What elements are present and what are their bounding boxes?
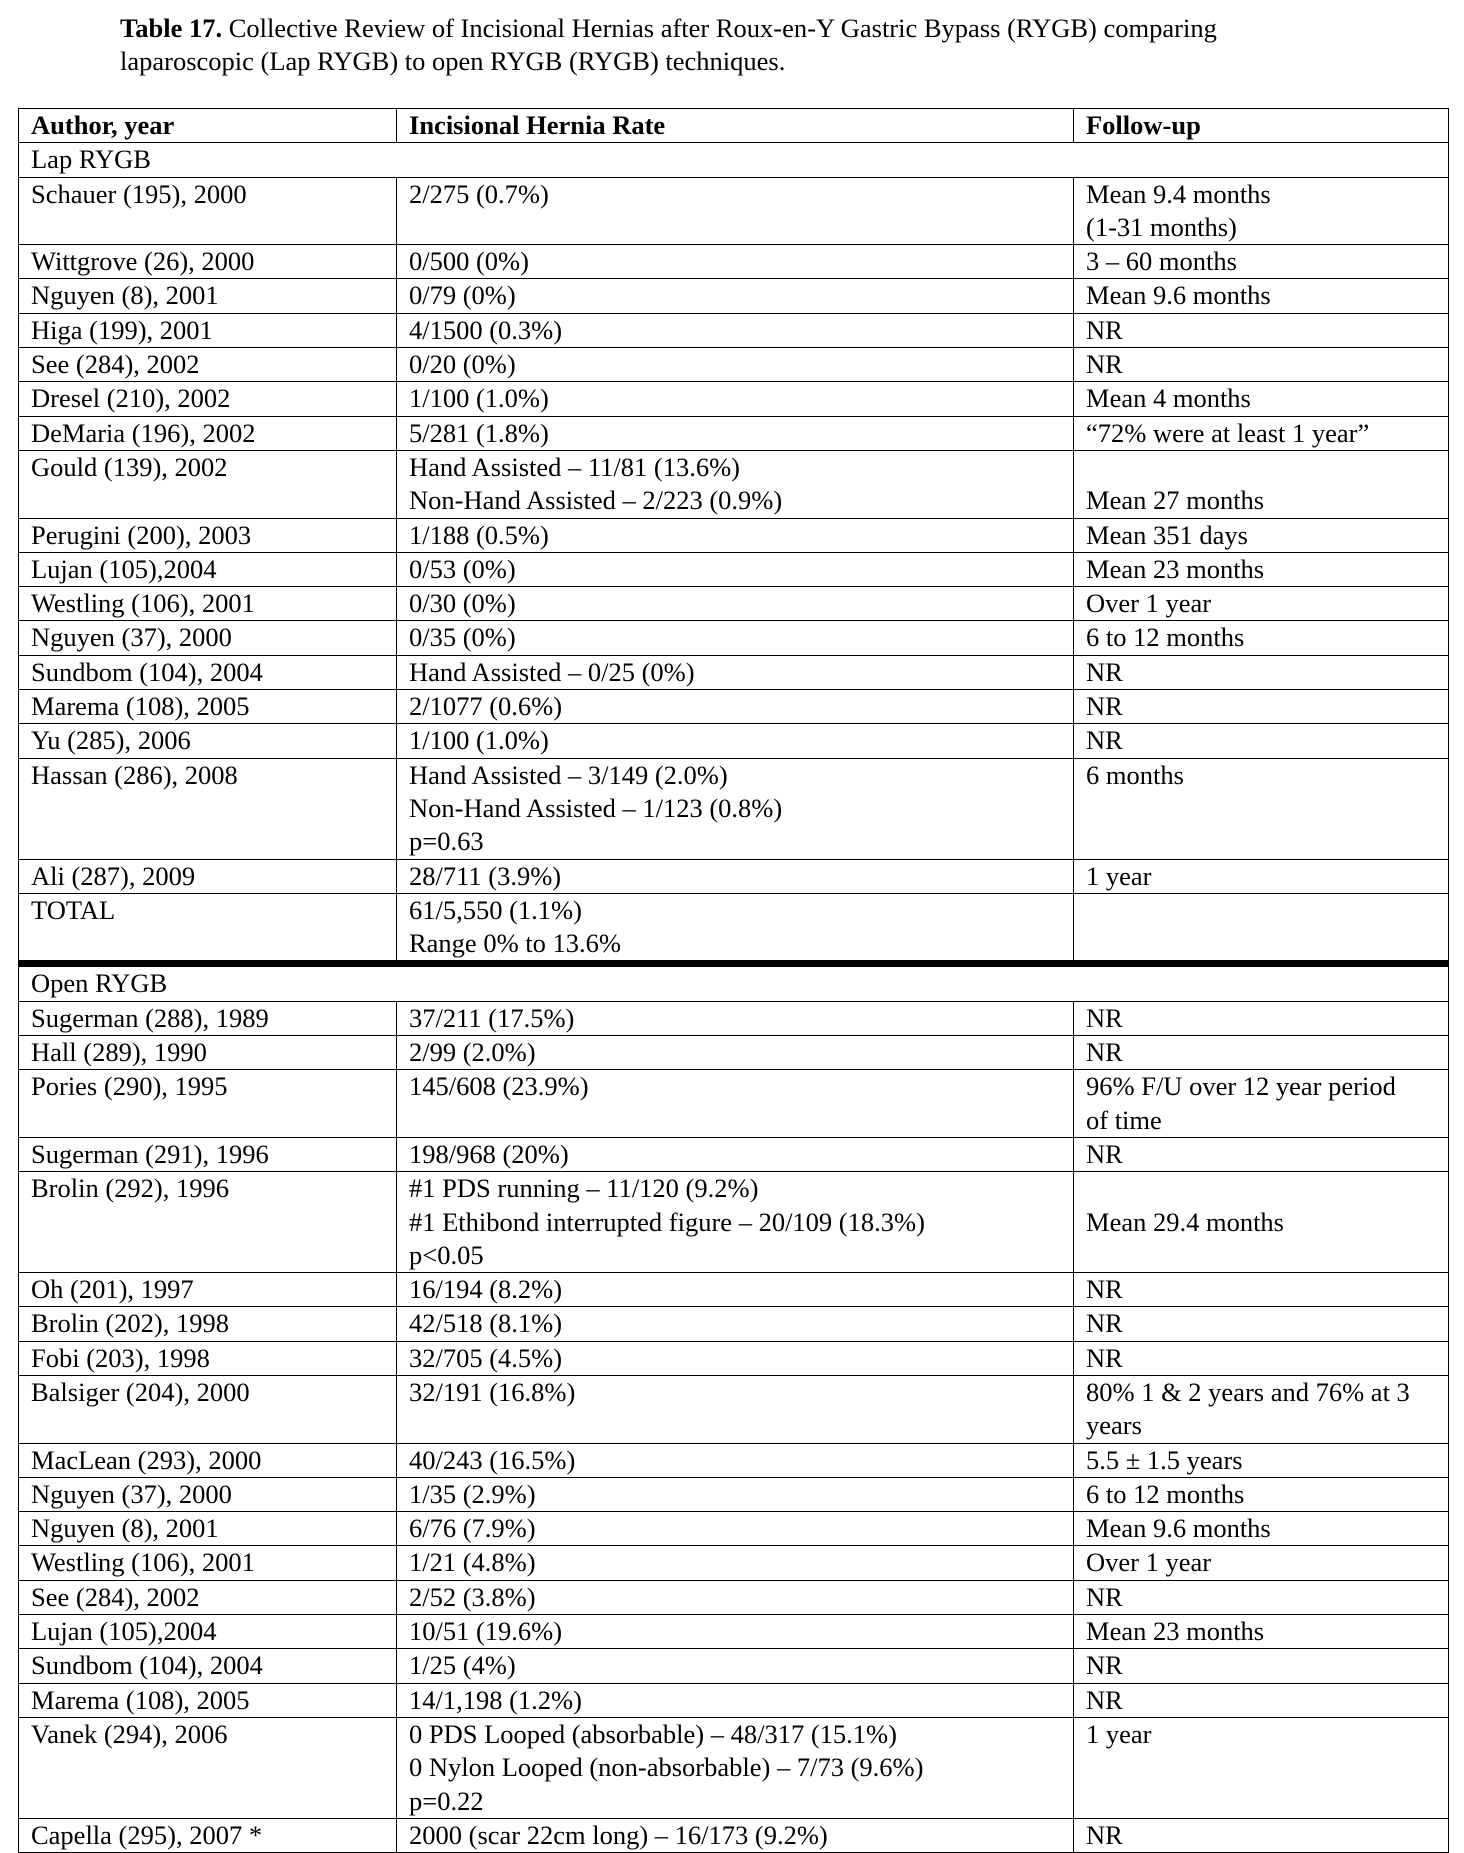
followup-cell-line: Mean 9.6 months [1086, 280, 1271, 311]
rate-cell-line: 2/275 (0.7%) [409, 178, 549, 209]
followup-cell-line: NR [1086, 1308, 1123, 1339]
rate-cell [397, 758, 1074, 859]
section-label: Lap RYGB [19, 143, 1449, 177]
rate-cell-line: #1 PDS running – 11/120 (9.2%) [409, 1173, 759, 1204]
author-cell: Higa (199), 2001 [19, 313, 397, 347]
author-cell: Yu (285), 2006 [19, 724, 397, 758]
rate-cell [397, 382, 1074, 416]
table-row [19, 1341, 1449, 1375]
author-cell: Nguyen (8), 2001 [19, 1512, 397, 1546]
followup-cell-line: Mean 23 months [1086, 1616, 1265, 1647]
rate-cell-line: #1 Ethibond interrupted figure – 20/109 (18.3%) [409, 1206, 925, 1237]
followup-cell [1074, 1649, 1449, 1683]
author-cell: Marema (108), 2005 [19, 690, 397, 724]
rate-cell-line: 10/51 (19.6%) [409, 1616, 563, 1647]
followup-cell [1074, 1443, 1449, 1477]
author-cell: TOTAL [19, 893, 397, 961]
rate-cell-line: 5/281 (1.8%) [409, 417, 549, 448]
rate-cell [397, 1546, 1074, 1580]
author-cell: Oh (201), 1997 [19, 1273, 397, 1307]
rate-cell-line: 1/100 (1.0%) [409, 383, 549, 414]
followup-cell-line: NR [1086, 1274, 1123, 1305]
author-cell: Sugerman (291), 1996 [19, 1137, 397, 1171]
followup-cell-line: 3 – 60 months [1086, 246, 1237, 277]
rate-cell-line: 0 Nylon Looped (non-absorbable) – 7/73 (9.6%) [409, 1752, 924, 1783]
caption-line-1: Collective Review of Incisional Hernias after Roux-en-Y Gastric Bypass (RYGB) comparing [228, 13, 1217, 43]
followup-cell [1074, 1512, 1449, 1546]
followup-cell [1074, 177, 1449, 245]
rate-cell-line: 0/35 (0%) [409, 622, 516, 653]
author-cell: MacLean (293), 2000 [19, 1443, 397, 1477]
followup-cell [1074, 1477, 1449, 1511]
table-row [19, 655, 1449, 689]
table-row [19, 1615, 1449, 1649]
table-row [19, 1546, 1449, 1580]
author-cell: See (284), 2002 [19, 1580, 397, 1614]
table-caption [120, 12, 1360, 78]
rate-cell-line: 4/1500 (0.3%) [409, 314, 563, 345]
rate-cell [397, 552, 1074, 586]
table-row [19, 621, 1449, 655]
followup-cell [1074, 690, 1449, 724]
followup-cell-line: “72% were at least 1 year” [1086, 417, 1370, 448]
followup-cell [1074, 1375, 1449, 1443]
table-row [19, 1070, 1449, 1138]
followup-cell-line [1086, 894, 1448, 927]
followup-cell [1074, 621, 1449, 655]
followup-cell [1074, 382, 1449, 416]
rate-cell-line: 32/705 (4.5%) [409, 1342, 563, 1373]
rate-cell-line: 0/30 (0%) [409, 588, 516, 619]
table-row [19, 1137, 1449, 1171]
rate-cell-line: Range 0% to 13.6% [409, 928, 621, 959]
rate-cell [397, 1172, 1074, 1273]
followup-cell [1074, 758, 1449, 859]
author-cell: Wittgrove (26), 2000 [19, 245, 397, 279]
table-row [19, 1580, 1449, 1614]
header-author: Author, year [19, 109, 397, 143]
rate-cell-line: 0/79 (0%) [409, 280, 516, 311]
rate-cell [397, 313, 1074, 347]
author-cell: Hall (289), 1990 [19, 1036, 397, 1070]
section-label: Open RYGB [19, 967, 1449, 1001]
rate-cell [397, 1307, 1074, 1341]
followup-cell-line: NR [1086, 349, 1123, 380]
followup-cell-line: 1 year [1086, 860, 1152, 891]
followup-cell-line: Mean 9.4 months [1086, 178, 1271, 209]
rate-cell-line: 28/711 (3.9%) [409, 860, 562, 891]
rate-cell [397, 1341, 1074, 1375]
rate-cell [397, 245, 1074, 279]
author-cell: Brolin (202), 1998 [19, 1307, 397, 1341]
author-cell: Balsiger (204), 2000 [19, 1375, 397, 1443]
rate-cell [397, 1580, 1074, 1614]
table-row [19, 1649, 1449, 1683]
rate-cell-line: 61/5,550 (1.1%) [409, 894, 582, 925]
rate-cell-line: Non-Hand Assisted – 2/223 (0.9%) [409, 485, 783, 516]
rate-cell-line: 6/76 (7.9%) [409, 1513, 536, 1544]
followup-cell-line: NR [1086, 725, 1123, 756]
followup-cell [1074, 1307, 1449, 1341]
table-row [19, 1512, 1449, 1546]
table-row [19, 1477, 1449, 1511]
rate-cell [397, 279, 1074, 313]
author-cell: Schauer (195), 2000 [19, 177, 397, 245]
author-cell: Vanek (294), 2006 [19, 1717, 397, 1818]
rate-cell-line: p<0.05 [409, 1239, 484, 1270]
author-cell: DeMaria (196), 2002 [19, 416, 397, 450]
author-cell: Nguyen (37), 2000 [19, 1477, 397, 1511]
followup-cell [1074, 655, 1449, 689]
followup-cell-line: NR [1086, 314, 1123, 345]
followup-cell [1074, 724, 1449, 758]
table-row [19, 416, 1449, 450]
followup-cell-line: NR [1086, 656, 1123, 687]
rate-cell [397, 1273, 1074, 1307]
followup-cell-line: Mean 9.6 months [1086, 1513, 1271, 1544]
followup-cell [1074, 1172, 1449, 1273]
author-cell: Marema (108), 2005 [19, 1683, 397, 1717]
author-cell: Sundbom (104), 2004 [19, 655, 397, 689]
followup-cell [1074, 279, 1449, 313]
followup-cell-line: NR [1086, 1037, 1123, 1068]
followup-cell [1074, 552, 1449, 586]
rate-cell-line: 42/518 (8.1%) [409, 1308, 563, 1339]
rate-cell-line: p=0.63 [409, 826, 484, 857]
rate-cell [397, 1070, 1074, 1138]
caption-line-2: laparoscopic (Lap RYGB) to open RYGB (RYGB) techniques. [120, 46, 786, 76]
table-row [19, 552, 1449, 586]
author-cell: Perugini (200), 2003 [19, 518, 397, 552]
followup-cell-line: years [1086, 1410, 1142, 1441]
rate-cell-line: 2000 (scar 22cm long) – 16/173 (9.2%) [409, 1819, 828, 1850]
table-row [19, 518, 1449, 552]
rate-cell-line: 2/99 (2.0%) [409, 1037, 536, 1068]
followup-cell-line: (1-31 months) [1086, 211, 1237, 242]
rate-cell [397, 1477, 1074, 1511]
followup-cell-line: Over 1 year [1086, 588, 1212, 619]
followup-cell-line: NR [1086, 691, 1123, 722]
followup-cell [1074, 859, 1449, 893]
followup-cell [1074, 587, 1449, 621]
table-row [19, 1683, 1449, 1717]
followup-cell-line: Mean 4 months [1086, 383, 1251, 414]
table-row [19, 587, 1449, 621]
followup-cell [1074, 1273, 1449, 1307]
followup-cell [1074, 1546, 1449, 1580]
followup-cell-line [1086, 451, 1448, 484]
rate-cell-line: 198/968 (20%) [409, 1138, 569, 1169]
rate-cell [397, 587, 1074, 621]
rate-cell [397, 1717, 1074, 1818]
followup-cell [1074, 1137, 1449, 1171]
table-row [19, 177, 1449, 245]
table-row [19, 1001, 1449, 1035]
hernia-review-table [18, 108, 1449, 1853]
followup-cell [1074, 1036, 1449, 1070]
followup-cell [1074, 1818, 1449, 1852]
followup-cell-line: 6 to 12 months [1086, 622, 1245, 653]
rate-cell [397, 1137, 1074, 1171]
rate-cell-line: 16/194 (8.2%) [409, 1274, 563, 1305]
caption-label: Table 17. [120, 13, 223, 43]
author-cell: Sugerman (288), 1989 [19, 1001, 397, 1035]
author-cell: Sundbom (104), 2004 [19, 1649, 397, 1683]
header-followup: Follow-up [1074, 109, 1449, 143]
rate-cell-line: 1/188 (0.5%) [409, 519, 549, 550]
rate-cell-line: 0/53 (0%) [409, 553, 516, 584]
rate-cell-line: Hand Assisted – 11/81 (13.6%) [409, 451, 740, 482]
section-row [19, 143, 1449, 177]
rate-cell-line: 14/1,198 (1.2%) [409, 1684, 582, 1715]
followup-cell-line: 80% 1 & 2 years and 76% at 3 [1086, 1376, 1410, 1407]
author-cell: Westling (106), 2001 [19, 587, 397, 621]
followup-cell [1074, 1341, 1449, 1375]
table-row [19, 1307, 1449, 1341]
table-row [19, 382, 1449, 416]
header-row [19, 109, 1449, 143]
rate-cell-line: 0/20 (0%) [409, 349, 516, 380]
followup-cell-line: 6 months [1086, 759, 1184, 790]
rate-cell-line: 145/608 (23.9%) [409, 1071, 589, 1102]
rate-cell-line: Non-Hand Assisted – 1/123 (0.8%) [409, 792, 783, 823]
rate-cell-line: 40/243 (16.5%) [409, 1444, 576, 1475]
author-cell: Fobi (203), 1998 [19, 1341, 397, 1375]
followup-cell-line: NR [1086, 1581, 1123, 1612]
rate-cell-line: 32/191 (16.8%) [409, 1376, 576, 1407]
rate-cell [397, 893, 1074, 961]
table-row [19, 724, 1449, 758]
followup-cell-line: 5.5 ± 1.5 years [1086, 1444, 1243, 1475]
rate-cell-line: p=0.22 [409, 1785, 484, 1816]
followup-cell [1074, 450, 1449, 518]
author-cell: Nguyen (37), 2000 [19, 621, 397, 655]
table-row [19, 245, 1449, 279]
followup-cell-line: of time [1086, 1104, 1162, 1135]
followup-cell [1074, 1001, 1449, 1035]
followup-cell [1074, 1580, 1449, 1614]
table-row [19, 1273, 1449, 1307]
followup-cell-line: 6 to 12 months [1086, 1478, 1245, 1509]
rate-cell [397, 1036, 1074, 1070]
rate-cell [397, 1683, 1074, 1717]
followup-cell-line: NR [1086, 1002, 1123, 1033]
followup-cell [1074, 1717, 1449, 1818]
author-cell: Capella (295), 2007 * [19, 1818, 397, 1852]
followup-cell-line: Mean 27 months [1086, 485, 1265, 516]
table-row [19, 1172, 1449, 1273]
author-cell: Ali (287), 2009 [19, 859, 397, 893]
table-row [19, 1375, 1449, 1443]
followup-cell-line: NR [1086, 1138, 1123, 1169]
followup-cell-line: NR [1086, 1342, 1123, 1373]
rate-cell-line: 1/21 (4.8%) [409, 1547, 536, 1578]
rate-cell [397, 724, 1074, 758]
table-row [19, 313, 1449, 347]
rate-cell [397, 1443, 1074, 1477]
rate-cell [397, 1001, 1074, 1035]
rate-cell [397, 416, 1074, 450]
author-cell: Pories (290), 1995 [19, 1070, 397, 1138]
author-cell: Lujan (105),2004 [19, 552, 397, 586]
rate-cell-line: 1/25 (4%) [409, 1650, 516, 1681]
author-cell: See (284), 2002 [19, 348, 397, 382]
rate-cell-line: 37/211 (17.5%) [409, 1002, 575, 1033]
followup-cell-line: Mean 351 days [1086, 519, 1248, 550]
followup-cell-line: Mean 23 months [1086, 553, 1265, 584]
section-row [19, 967, 1449, 1001]
followup-cell-line: Mean 29.4 months [1086, 1206, 1284, 1237]
rate-cell [397, 1818, 1074, 1852]
author-cell: Nguyen (8), 2001 [19, 279, 397, 313]
followup-cell-line: NR [1086, 1819, 1123, 1850]
rate-cell [397, 690, 1074, 724]
rate-cell-line: 1/100 (1.0%) [409, 725, 549, 756]
followup-cell [1074, 313, 1449, 347]
rate-cell [397, 1375, 1074, 1443]
rate-cell [397, 348, 1074, 382]
rate-cell [397, 177, 1074, 245]
rate-cell [397, 621, 1074, 655]
followup-cell [1074, 893, 1449, 961]
total-row [19, 893, 1449, 961]
header-rate: Incisional Hernia Rate [397, 109, 1074, 143]
table-body [19, 143, 1449, 1853]
table-row [19, 1717, 1449, 1818]
table-row [19, 279, 1449, 313]
rate-cell-line: 0/500 (0%) [409, 246, 529, 277]
rate-cell [397, 655, 1074, 689]
rate-cell-line: 0 PDS Looped (absorbable) – 48/317 (15.1%) [409, 1718, 897, 1749]
rate-cell-line: Hand Assisted – 3/149 (2.0%) [409, 759, 728, 790]
table-row [19, 1818, 1449, 1852]
author-cell: Lujan (105),2004 [19, 1615, 397, 1649]
followup-cell [1074, 245, 1449, 279]
rate-cell [397, 1615, 1074, 1649]
table-row [19, 859, 1449, 893]
followup-cell-line: 1 year [1086, 1718, 1152, 1749]
rate-cell [397, 518, 1074, 552]
table-row [19, 450, 1449, 518]
rate-cell [397, 859, 1074, 893]
followup-cell-line: Over 1 year [1086, 1547, 1212, 1578]
table-row [19, 758, 1449, 859]
rate-cell [397, 1512, 1074, 1546]
rate-cell [397, 450, 1074, 518]
followup-cell [1074, 1070, 1449, 1138]
table-row [19, 1036, 1449, 1070]
table-row [19, 1443, 1449, 1477]
rate-cell-line: 2/52 (3.8%) [409, 1581, 536, 1612]
followup-cell [1074, 518, 1449, 552]
followup-cell-line: NR [1086, 1650, 1123, 1681]
author-cell: Westling (106), 2001 [19, 1546, 397, 1580]
rate-cell-line: 1/35 (2.9%) [409, 1478, 536, 1509]
author-cell: Gould (139), 2002 [19, 450, 397, 518]
rate-cell-line: 2/1077 (0.6%) [409, 691, 563, 722]
table-row [19, 348, 1449, 382]
author-cell: Hassan (286), 2008 [19, 758, 397, 859]
author-cell: Brolin (292), 1996 [19, 1172, 397, 1273]
followup-cell-line [1086, 1172, 1448, 1205]
rate-cell [397, 1649, 1074, 1683]
followup-cell [1074, 1615, 1449, 1649]
followup-cell [1074, 416, 1449, 450]
rate-cell-line: Hand Assisted – 0/25 (0%) [409, 656, 695, 687]
table-row [19, 690, 1449, 724]
followup-cell [1074, 348, 1449, 382]
followup-cell-line: 96% F/U over 12 year period [1086, 1071, 1396, 1102]
author-cell: Dresel (210), 2002 [19, 382, 397, 416]
followup-cell-line: NR [1086, 1684, 1123, 1715]
followup-cell [1074, 1683, 1449, 1717]
